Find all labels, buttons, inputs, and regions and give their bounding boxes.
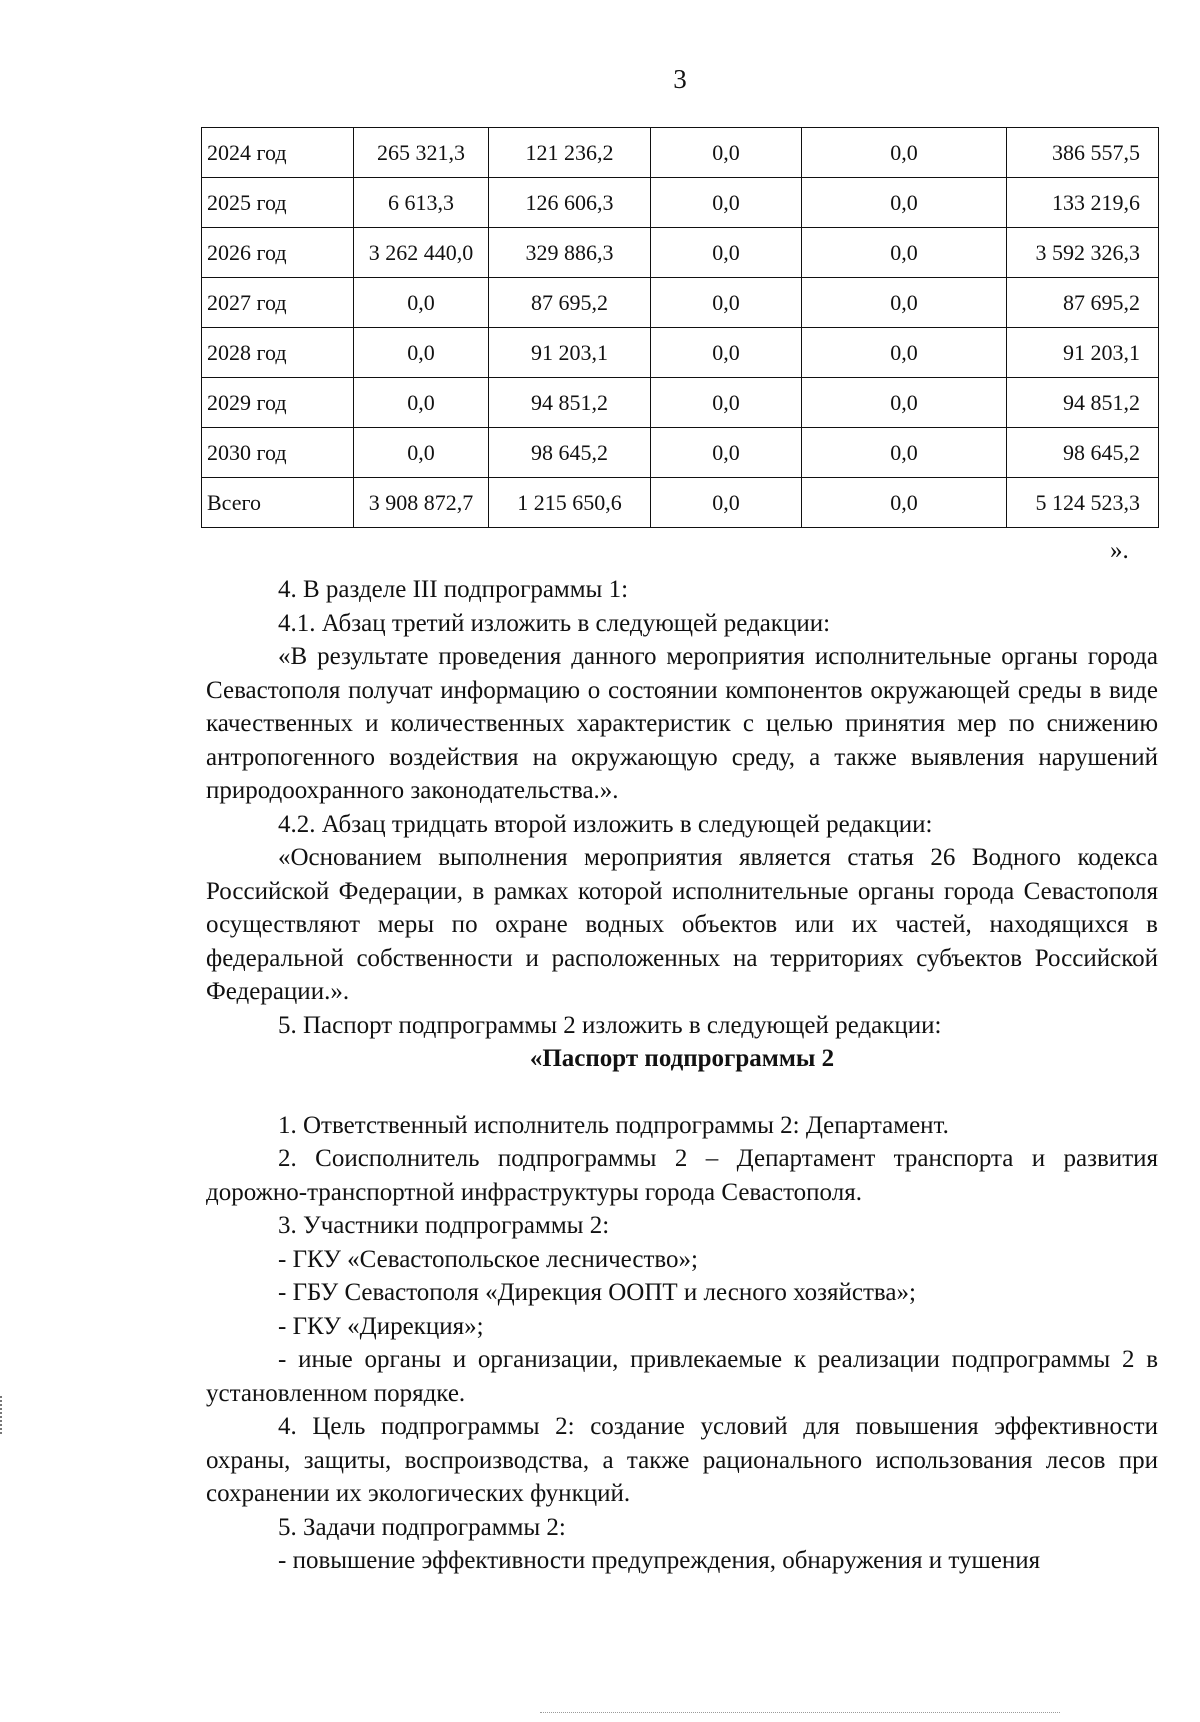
paragraph: 4. Цель подпрограммы 2: создание условий для повышения эффективности охраны, защиты, воспроизводства, а также рационального использования лесов при сохранении их экологических функций. xyxy=(206,1413,1158,1507)
table-row xyxy=(202,128,1159,178)
year-cell: Всего xyxy=(202,478,354,528)
scan-artifact xyxy=(540,1712,1060,1715)
table-row xyxy=(202,278,1159,328)
value-cell: 0,0 xyxy=(651,428,802,478)
year-cell: 2025 год xyxy=(202,178,354,228)
paragraph: 4.1. Абзац третий изложить в следующей редакции: xyxy=(278,609,831,637)
paragraph: 4. В разделе III подпрограммы 1: xyxy=(278,576,629,603)
year-cell: 2024 год xyxy=(202,128,354,178)
financing-table xyxy=(201,127,1159,528)
value-cell: 0,0 xyxy=(802,378,1007,428)
paragraph: «Основанием выполнения мероприятия является статья 26 Водного кодекса Российской Федерации, в рамках которой исполнительные органы города Севастополя осуществляют меры по охране водных объектов или их частей, находящихся в федеральной собственности и расположенных на территориях субъектов Российской Федерации.». xyxy=(206,844,1158,1005)
year-cell: 2027 год xyxy=(202,278,354,328)
value-cell: 98 645,2 xyxy=(489,428,651,478)
list-item: - повышение эффективности предупреждения, обнаружения и тушения xyxy=(278,1547,1041,1574)
list-item: - ГБУ Севастополя «Дирекция ООПТ и лесного хозяйства»; xyxy=(278,1279,916,1306)
total-cell: 94 851,2 xyxy=(1007,378,1159,428)
value-cell: 0,0 xyxy=(354,328,489,378)
value-cell: 94 851,2 xyxy=(489,378,651,428)
table-row xyxy=(202,328,1159,378)
paragraph: 2. Соисполнитель подпрограммы 2 – Департамент транспорта и развития дорожно-транспортной инфраструктуры города Севастополя. xyxy=(206,1145,1158,1206)
value-cell: 0,0 xyxy=(802,328,1007,378)
value-cell: 329 886,3 xyxy=(489,228,651,278)
value-cell: 0,0 xyxy=(651,228,802,278)
scan-artifact xyxy=(0,1396,5,1434)
year-cell: 2029 год xyxy=(202,378,354,428)
value-cell: 0,0 xyxy=(651,378,802,428)
total-cell: 5 124 523,3 xyxy=(1007,478,1159,528)
value-cell: 3 908 872,7 xyxy=(354,478,489,528)
value-cell: 0,0 xyxy=(802,478,1007,528)
paragraph: «В результате проведения данного мероприятия исполнительные органы города Севастополя получат информацию о состоянии компонентов окружающей среды в виде качественных и количественных характеристик с целью принятия мер по снижению антропогенного воздействия на окружающую среду, а также выявления нарушений природоохранного законодательства.». xyxy=(206,643,1158,804)
value-cell: 0,0 xyxy=(802,128,1007,178)
paragraph: 4.2. Абзац тридцать второй изложить в следующей редакции: xyxy=(278,810,933,838)
value-cell: 0,0 xyxy=(651,128,802,178)
table-row-total xyxy=(202,478,1159,528)
year-cell: 2026 год xyxy=(202,228,354,278)
value-cell: 0,0 xyxy=(354,378,489,428)
list-item: - ГКУ «Севастопольское лесничество»; xyxy=(278,1245,698,1273)
total-cell: 91 203,1 xyxy=(1007,328,1159,378)
year-cell: 2028 год xyxy=(202,328,354,378)
value-cell: 0,0 xyxy=(651,478,802,528)
table-row xyxy=(202,228,1159,278)
value-cell: 126 606,3 xyxy=(489,178,651,228)
table-row xyxy=(202,378,1159,428)
value-cell: 3 262 440,0 xyxy=(354,228,489,278)
value-cell: 0,0 xyxy=(354,428,489,478)
value-cell: 0,0 xyxy=(354,278,489,328)
total-cell: 98 645,2 xyxy=(1007,428,1159,478)
page-number: 3 xyxy=(673,64,687,94)
value-cell: 0,0 xyxy=(802,178,1007,228)
list-item: - иные органы и организации, привлекаемые к реализации подпрограммы 2 в установленном порядке. xyxy=(206,1346,1158,1407)
value-cell: 0,0 xyxy=(802,278,1007,328)
value-cell: 0,0 xyxy=(651,328,802,378)
value-cell: 1 215 650,6 xyxy=(489,478,651,528)
value-cell: 6 613,3 xyxy=(354,178,489,228)
total-cell: 133 219,6 xyxy=(1007,178,1159,228)
paragraph: 1. Ответственный исполнитель подпрограммы 2: Департамент. xyxy=(278,1111,949,1139)
total-cell: 3 592 326,3 xyxy=(1007,228,1159,278)
total-cell: 87 695,2 xyxy=(1007,278,1159,328)
total-cell: 386 557,5 xyxy=(1007,128,1159,178)
paragraph: 5. Паспорт подпрограммы 2 изложить в следующей редакции: xyxy=(278,1011,942,1039)
closing-quote-mark: ». xyxy=(1110,537,1129,564)
table-row xyxy=(202,428,1159,478)
value-cell: 87 695,2 xyxy=(489,278,651,328)
paragraph: 5. Задачи подпрограммы 2: xyxy=(278,1513,566,1541)
paragraph: 3. Участники подпрограммы 2: xyxy=(278,1212,610,1239)
value-cell: 91 203,1 xyxy=(489,328,651,378)
value-cell: 0,0 xyxy=(802,428,1007,478)
value-cell: 0,0 xyxy=(651,178,802,228)
value-cell: 121 236,2 xyxy=(489,128,651,178)
list-item: - ГКУ «Дирекция»; xyxy=(278,1312,484,1340)
table-row xyxy=(202,178,1159,228)
value-cell: 265 321,3 xyxy=(354,128,489,178)
value-cell: 0,0 xyxy=(802,228,1007,278)
body-text xyxy=(206,573,1158,1578)
section-heading: «Паспорт подпрограммы 2 xyxy=(529,1045,835,1072)
year-cell: 2030 год xyxy=(202,428,354,478)
value-cell: 0,0 xyxy=(651,278,802,328)
